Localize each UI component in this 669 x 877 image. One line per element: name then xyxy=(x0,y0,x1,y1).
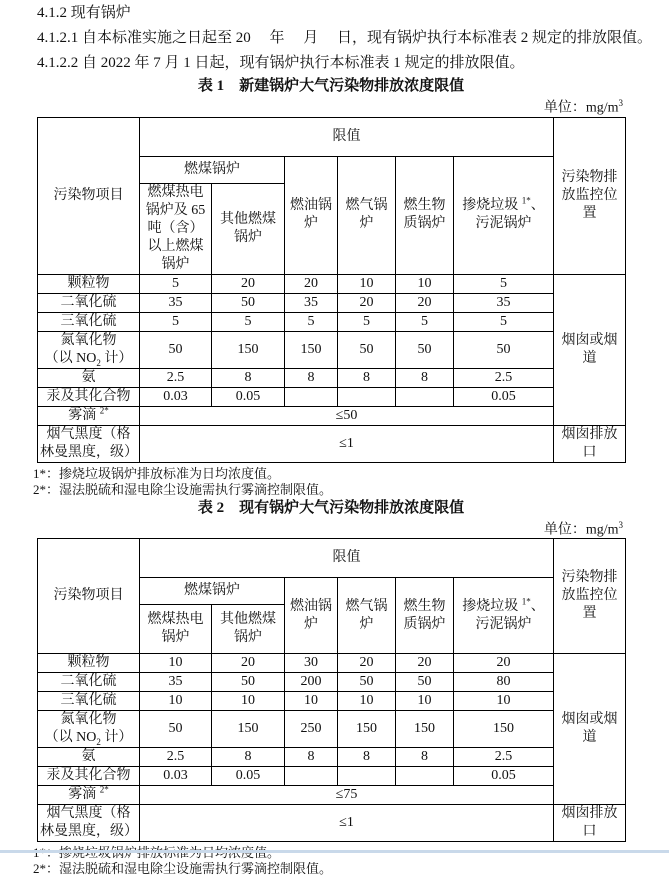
nox-label-line2: （以 $NO_2$ 计） xyxy=(44,730,133,748)
value-cell: 50 xyxy=(396,331,454,368)
col-header-limit: 限值 xyxy=(140,117,554,156)
value-cell: 8 xyxy=(212,368,285,387)
unit-exponent: 3 xyxy=(618,98,623,108)
value-cell: 8 xyxy=(285,748,338,767)
value-cell: 200 xyxy=(285,673,338,692)
value-cell: 150 xyxy=(212,331,285,368)
value-cell: 0.05 xyxy=(454,767,554,786)
monitor-outlet-cell: 烟囱排放口 xyxy=(554,805,626,842)
value-cell: 35 xyxy=(454,293,554,312)
value-cell: 20 xyxy=(396,654,454,673)
table1-title: 表 1 新建锅炉大气污染物排放浓度限值 xyxy=(197,78,465,94)
value-cell: 5 xyxy=(285,312,338,331)
value-cell: 10 xyxy=(396,274,454,293)
waste-label: 掺烧垃圾 xyxy=(462,198,522,214)
value-cell: 150 xyxy=(454,711,554,748)
value-cell: 5 xyxy=(396,312,454,331)
value-cell: 20 xyxy=(285,274,338,293)
row-label: 氨 xyxy=(38,368,140,387)
row-label: 二氧化硫 xyxy=(38,673,140,692)
col-header-monitor: 污染物排放监控位置 xyxy=(554,539,626,654)
row-label: 颗粒物 xyxy=(38,654,140,673)
value-cell: 35 xyxy=(140,293,212,312)
col-header-coal: 燃煤锅炉 xyxy=(140,156,285,183)
value-cell: 2.5 xyxy=(454,368,554,387)
value-cell: 0.05 xyxy=(454,387,554,406)
unit-text: 单位：mg/m xyxy=(543,100,619,116)
col-header-oil: 燃油锅炉 xyxy=(285,156,338,274)
value-cell: 10 xyxy=(285,692,338,711)
col-header-waste xyxy=(454,578,554,654)
row-label-fog: 雾滴 $^{2*}$ xyxy=(38,786,140,805)
value-cell: 50 xyxy=(338,673,396,692)
value-cell: 35 xyxy=(285,293,338,312)
monitor-location-cell: 烟囱或烟道 xyxy=(554,654,626,805)
merged-value-cell: ≤50 xyxy=(140,406,554,425)
nox-label-line1: 氮氧化物 xyxy=(60,712,117,728)
value-cell-empty xyxy=(285,767,338,786)
value-cell: 150 xyxy=(396,711,454,748)
value-cell: 80 xyxy=(454,673,554,692)
footnote-1 xyxy=(33,845,625,861)
col-header-coal-hp: 燃煤热电锅炉及 65 吨（含）以上燃煤锅炉 xyxy=(140,183,212,274)
value-cell-empty xyxy=(396,767,454,786)
value-cell: 20 xyxy=(454,654,554,673)
value-cell: 20 xyxy=(212,654,285,673)
table2-existing-boiler-limits xyxy=(37,538,626,842)
waste-label-2: 、污泥锅炉 xyxy=(475,598,545,632)
value-cell: 10 xyxy=(454,692,554,711)
value-cell: 150 xyxy=(285,331,338,368)
col-header-biomass: 燃生物质锅炉 xyxy=(396,156,454,274)
value-cell: 20 xyxy=(338,654,396,673)
value-cell-empty xyxy=(285,387,338,406)
fog-footnote-mark: 2* xyxy=(99,785,109,795)
col-header-coal-other: 其他燃煤锅炉 xyxy=(212,605,285,654)
col-header-coal-other: 其他燃煤锅炉 xyxy=(212,183,285,274)
value-cell: 10 xyxy=(338,274,396,293)
value-cell: 8 xyxy=(338,368,396,387)
row-label: 二氧化硫 xyxy=(38,293,140,312)
merged-value-cell: ≤1 xyxy=(140,805,554,842)
value-cell: 50 xyxy=(212,293,285,312)
col-header-limit: 限值 xyxy=(140,539,554,578)
value-cell: 8 xyxy=(396,748,454,767)
value-cell: 50 xyxy=(454,331,554,368)
row-label-blackness: 烟气黑度（格 林曼黑度，级） xyxy=(38,805,140,842)
value-cell-empty xyxy=(338,387,396,406)
section-heading: 4.1.2 现有锅炉 xyxy=(37,5,131,21)
value-cell: 50 xyxy=(212,673,285,692)
merged-value-cell: ≤1 xyxy=(140,425,554,462)
no2-subscript: 2 xyxy=(96,737,101,748)
col-header-gas: 燃气锅炉 xyxy=(338,156,396,274)
col-header-biomass: 燃生物质锅炉 xyxy=(396,578,454,654)
value-cell: 20 xyxy=(212,274,285,293)
col-header-waste xyxy=(454,156,554,274)
row-label-blackness: 烟气黑度（格 林曼黑度，级） xyxy=(38,425,140,462)
value-cell: 0.03 xyxy=(140,767,212,786)
waste-footnote-mark: 1* xyxy=(521,596,531,607)
no2-subscript: 2 xyxy=(96,357,101,368)
monitor-location-cell: 烟囱或烟道 xyxy=(554,274,626,425)
footnote-1: 1*：掺烧垃圾锅炉排放标准为日均浓度值。 xyxy=(33,465,281,481)
value-cell: 8 xyxy=(212,748,285,767)
value-cell-empty xyxy=(338,767,396,786)
fog-footnote-mark: 2* xyxy=(99,406,109,415)
table1-new-boiler-limits xyxy=(37,117,626,463)
value-cell: 0.03 xyxy=(140,387,212,406)
value-cell: 10 xyxy=(140,692,212,711)
row-label: 氨 xyxy=(38,748,140,767)
clause-4121: 4.1.2.1 自本标准实施之日起至 20 年 月 日，现有锅炉执行本标准表 2 规定的排放限值。 xyxy=(37,30,653,46)
value-cell: 5 xyxy=(338,312,396,331)
value-cell: 20 xyxy=(396,293,454,312)
waste-label: 掺烧垃圾 xyxy=(462,598,522,614)
value-cell: 50 xyxy=(140,711,212,748)
value-cell: 50 xyxy=(140,331,212,368)
value-cell: 250 xyxy=(285,711,338,748)
value-cell: 0.05 xyxy=(212,767,285,786)
value-cell: 30 xyxy=(285,654,338,673)
row-label: 颗粒物 xyxy=(38,274,140,293)
value-cell: 35 xyxy=(140,673,212,692)
waste-label-2: 、污泥锅炉 xyxy=(475,198,545,232)
value-cell: 5 xyxy=(454,312,554,331)
row-label-nox xyxy=(38,711,140,748)
row-label-fog: 雾滴 $^{2*}$ xyxy=(38,406,140,425)
footnote-2: 2*：湿法脱硫和湿电除尘设施需执行雾滴控制限值。 xyxy=(33,481,333,497)
value-cell: 10 xyxy=(338,692,396,711)
value-cell: 20 xyxy=(338,293,396,312)
value-cell: 8 xyxy=(396,368,454,387)
col-header-coal-hp: 燃煤热电锅炉 xyxy=(140,605,212,654)
value-cell: 10 xyxy=(212,692,285,711)
col-header-monitor: 污染物排放监控位置 xyxy=(554,117,626,274)
col-header-coal: 燃煤锅炉 xyxy=(140,578,285,605)
unit-text: 单位：mg/m xyxy=(543,522,619,538)
value-cell: 5 xyxy=(140,274,212,293)
value-cell: 2.5 xyxy=(140,368,212,387)
value-cell: 50 xyxy=(396,673,454,692)
value-cell: 5 xyxy=(212,312,285,331)
monitor-outlet-cell: 烟囱排放口 xyxy=(554,425,626,462)
value-cell: 50 xyxy=(338,331,396,368)
value-cell: 150 xyxy=(212,711,285,748)
row-label: 汞及其化合物 xyxy=(38,767,140,786)
table1-footnotes xyxy=(33,465,625,498)
value-cell: 2.5 xyxy=(454,748,554,767)
table1-unit xyxy=(37,96,623,116)
value-cell: 10 xyxy=(140,654,212,673)
col-header-gas: 燃气锅炉 xyxy=(338,578,396,654)
value-cell: 2.5 xyxy=(140,748,212,767)
row-label: 三氧化硫 xyxy=(38,312,140,331)
value-cell-empty xyxy=(396,387,454,406)
unit-exponent: 3 xyxy=(618,519,623,530)
clause-4122: 4.1.2.2 自 2022 年 7 月 1 日起，现有锅炉执行本标准表 1 规定的排放限值。 xyxy=(37,55,525,71)
value-cell: 5 xyxy=(454,274,554,293)
value-cell: 8 xyxy=(338,748,396,767)
table2-unit xyxy=(37,518,623,538)
merged-value-cell: ≤75 xyxy=(140,786,554,805)
nox-label-line1: 氮氧化物 xyxy=(60,332,117,348)
col-header-pollutant: 污染物项目 xyxy=(38,539,140,654)
value-cell: 10 xyxy=(396,692,454,711)
row-label-nox xyxy=(38,331,140,368)
value-cell: 5 xyxy=(140,312,212,331)
value-cell: 8 xyxy=(285,368,338,387)
col-header-oil: 燃油锅炉 xyxy=(285,578,338,654)
col-header-pollutant: 污染物项目 xyxy=(38,117,140,274)
row-label: 三氧化硫 xyxy=(38,692,140,711)
table2-title: 表 2 现有锅炉大气污染物排放浓度限值 xyxy=(197,499,465,516)
value-cell: 0.05 xyxy=(212,387,285,406)
value-cell: 150 xyxy=(338,711,396,748)
nox-label-line2: （以 $NO_2$ 计） xyxy=(44,350,133,368)
waste-footnote-mark: 1* xyxy=(521,195,531,206)
row-label: 汞及其化合物 xyxy=(38,387,140,406)
footnote-2: 2*：湿法脱硫和湿电除尘设施需执行雾滴控制限值。 xyxy=(33,861,333,877)
